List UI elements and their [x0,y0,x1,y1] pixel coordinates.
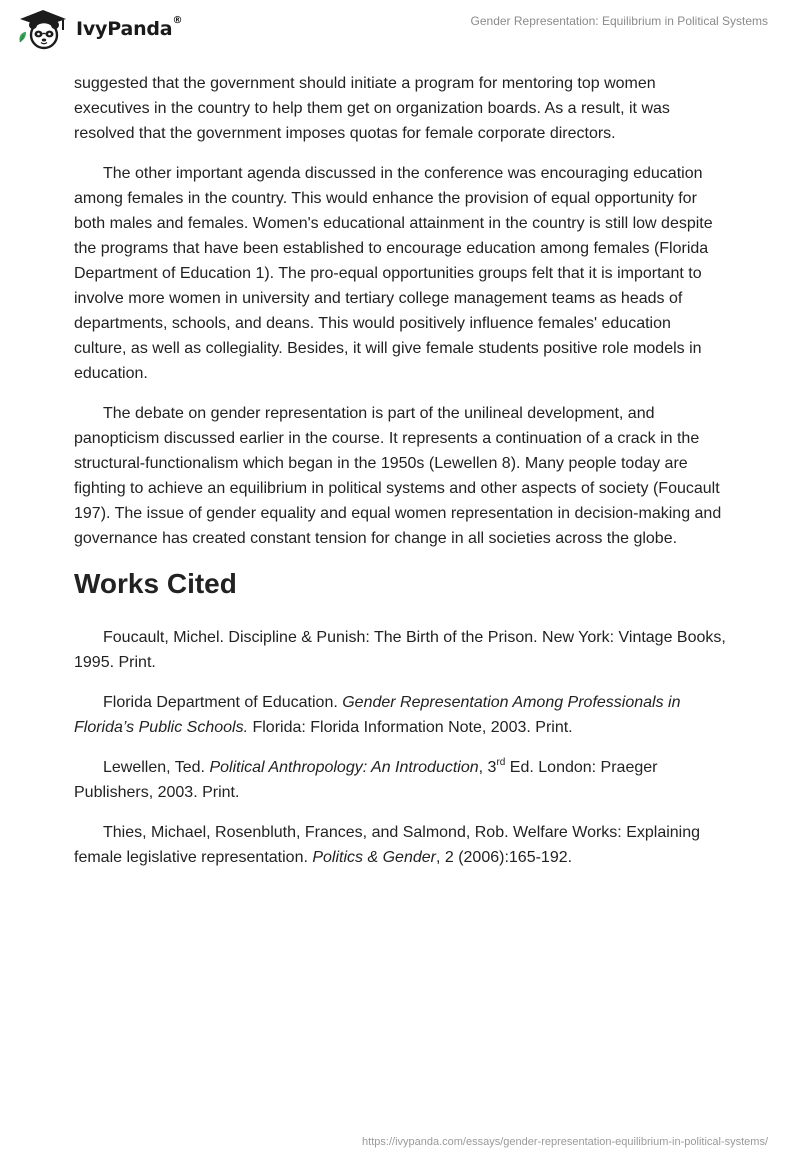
citation-title: Politics & Gender [312,849,436,866]
panda-mascot-icon [14,8,72,50]
document-title: Gender Representation: Equilibrium in Political Systems [470,14,768,28]
paragraph-education: The other important agenda discussed in the conference was encouraging education among females in the country. This would enhance the provision of equal opportunity for both males and females. Women's educational attainment in the country is still low despite the programs that have been established to encourage education among females (Florida Department of Education 1). The pro-equal opportunities groups felt that it is important to involve more women in university and tertiary college management teams as heads of departments, schools, and deans. This would positively influence females' education culture, as well as collegiality. Besides, it will give female students positive role models in education. [74,165,713,382]
essay-content [74,71,726,885]
page-header [0,0,800,64]
citation-lewellen: Lewellen, Ted. Political Anthropology: An Introduction, 3rd Ed. London: Praeger Publishers, 2003. Print. [74,756,658,801]
paragraph-continuation: suggested that the government should initiate a program for mentoring top women executives in the country to help them get on organization boards. As a result, it was resolved that the government imposes quotas for female corporate directors. [74,75,670,142]
works-cited-heading: Works Cited [74,568,237,599]
citation-title: Political Anthropology: An Introduction [209,759,479,776]
citation-florida-doe: Florida Department of Education. Gender Representation Among Professionals in Florida’s Public Schools. Florida: Florida Information Note, 2003. Print. [74,694,681,736]
citation-thies: Thies, Michael, Rosenbluth, Frances, and Salmond, Rob. Welfare Works: Explaining female legislative representation. Politics & Gender, 2 (2006):165-192. [74,824,701,866]
brand-name: IvyPanda® [76,15,183,40]
citation-foucault: Foucault, Michel. Discipline & Punish: The Birth of the Prison. New York: Vintage Books, 1995. Print. [74,629,726,671]
paragraph-debate: The debate on gender representation is part of the unilineal development, and panopticism discussed earlier in the course. It represents a continuation of a crack in the structural-functionalism which began in the 1950s (Lewellen 8). Many people today are fighting to achieve an equilibrium in political systems and other aspects of society (Foucault 197). The issue of gender equality and equal women representation in decision-making and governance has created constant tension for change in all societies across the globe. [74,405,722,547]
source-url-link[interactable]: https://ivypanda.com/essays/gender-representation-equilibrium-in-political-systems/ [362,1136,768,1148]
citation-title: Gender Representation Among Professionals in Florida’s Public Schools. [74,694,681,736]
ivypanda-logo[interactable] [14,8,182,50]
